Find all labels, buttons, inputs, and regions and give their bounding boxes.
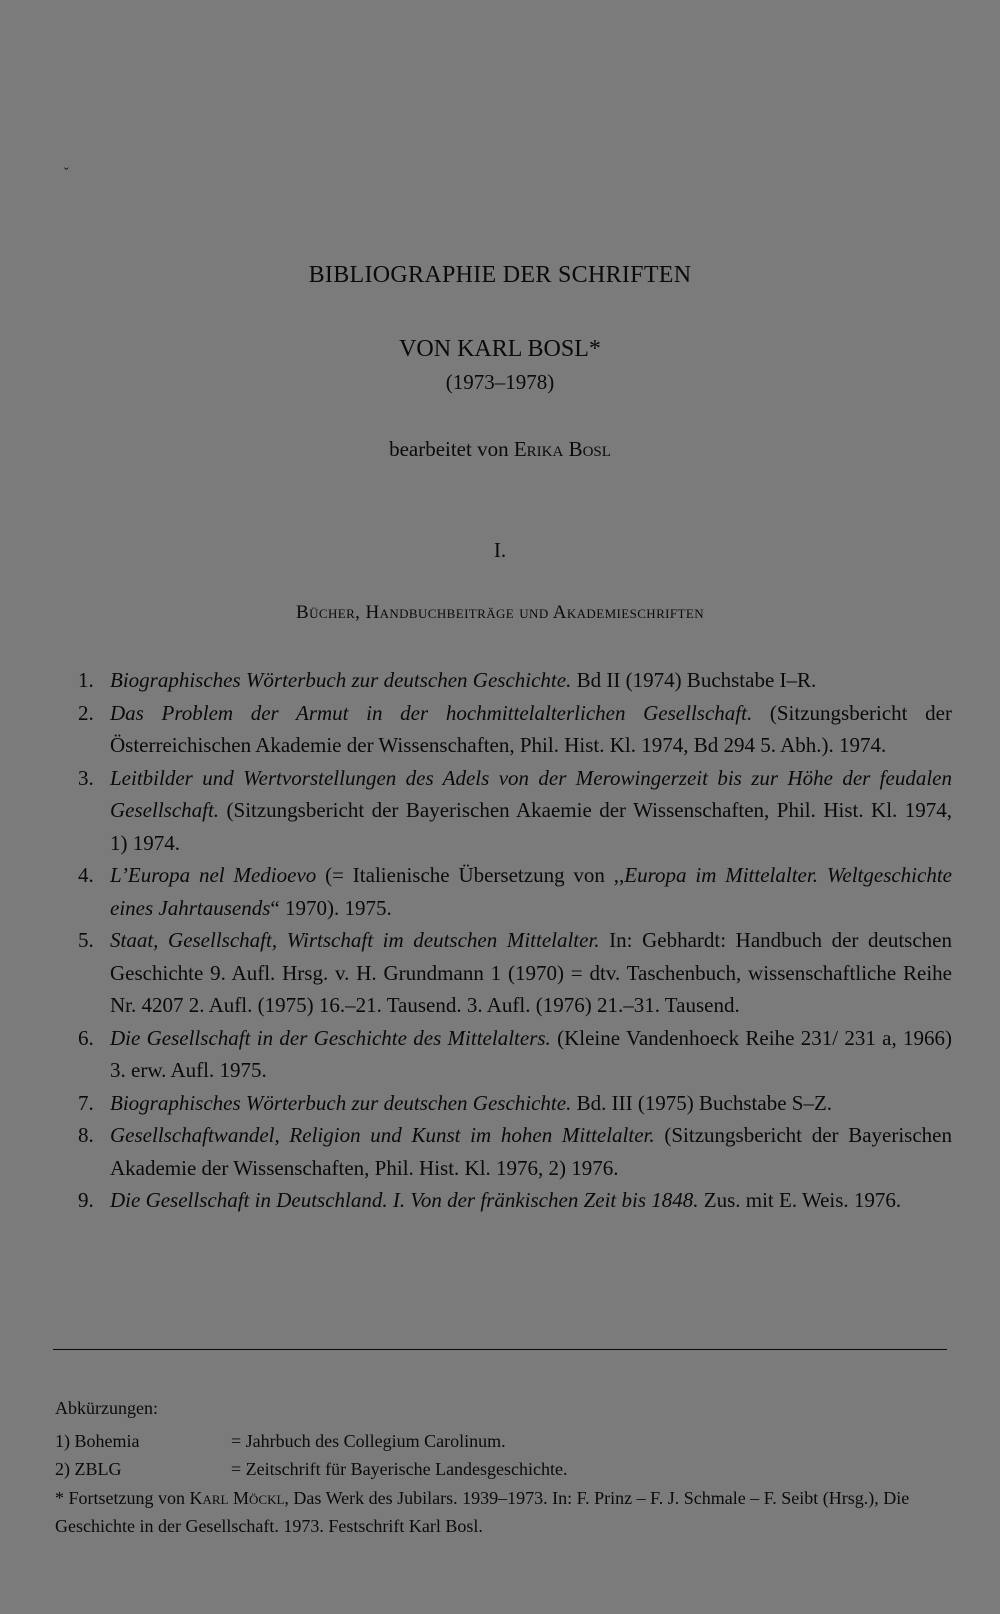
entry-title: L’Europa nel Medioevo xyxy=(110,863,317,887)
editor-prefix: bearbeitet von xyxy=(389,437,509,461)
abbreviation-value: = Zeitschrift für Bayerische Landesgeschichte. xyxy=(231,1459,568,1479)
entry-title: Die Gesellschaft in Deutschland. I. Von der fränkischen Zeit bis 1848. xyxy=(110,1188,699,1212)
bibliography-entry xyxy=(78,924,952,1022)
entry-number: 3. xyxy=(78,765,94,790)
scan-speck: ˇ xyxy=(64,166,69,181)
section-title: Bücher, Handbuchbeiträge und Akademieschriften xyxy=(296,602,704,623)
abbreviation-row xyxy=(55,1459,568,1480)
entry-title: Staat, Gesellschaft, Wirtschaft im deutschen Mittelalter. xyxy=(110,928,600,952)
entry-title: Gesellschaftwandel, Religion und Kunst im hohen Mittelalter. xyxy=(110,1123,655,1147)
footnote-prefix: * Fortsetzung von xyxy=(55,1488,185,1508)
footnote-text: , Das Werk des Jubilars. 1939–1973. In: F. Prinz – F. J. Schmale – F. Seibt (Hrsg.), Die Geschichte in der Gesellschaft. 1973. Festschrift Karl Bosl. xyxy=(55,1488,910,1536)
entry-details: (Sitzungsbericht der Bayerischen Akaemie der Wissenschaften, Phil. Hist. Kl. 1974, 1) 1974. xyxy=(110,798,952,855)
bibliography-entry xyxy=(78,859,952,924)
entry-title: Biographisches Wörterbuch zur deutschen Geschichte. xyxy=(110,1090,572,1115)
abbreviation-key: 1) Bohemia xyxy=(55,1431,140,1451)
entry-details-mid: (= Italienische Übersetzung von ,, xyxy=(316,863,625,887)
entry-number: 5. xyxy=(78,928,94,952)
bibliography-entry xyxy=(78,1022,952,1087)
entry-number: 1. xyxy=(78,668,94,692)
entry-number: 9. xyxy=(78,1188,94,1212)
abbreviation-key: 2) ZBLG xyxy=(55,1459,122,1479)
entry-details: Zus. mit E. Weis. 1976. xyxy=(698,1188,902,1212)
bibliography-entry xyxy=(78,1087,952,1120)
entry-details: “ 1970). 1975. xyxy=(270,895,392,920)
bibliography-entry xyxy=(78,664,952,697)
bibliography-entry xyxy=(78,762,952,860)
entry-details: Bd II (1974) Buchstabe I–R. xyxy=(571,668,817,692)
asterisk-footnote xyxy=(55,1484,949,1540)
entry-details: (Sitzungsbericht der Österreichischen Akademie der Wissenschaften, Phil. Hist. Kl. 1974, Bd 294 5. Abh.). 1974. xyxy=(110,700,952,757)
abbreviations-heading: Abkürzungen: xyxy=(55,1398,158,1418)
editor-name: Erika Bosl xyxy=(513,437,611,461)
footnote-author: Karl Möckl xyxy=(189,1488,285,1508)
entry-title: Leitbilder und Wertvorstellungen des Adels von der Merowingerzeit bis zur Höhe der feudalen Gesellschaft. xyxy=(110,765,952,822)
entry-title: Biographisches Wörterbuch zur deutschen Geschichte. xyxy=(110,668,572,692)
entry-details: Bd. III (1975) Buchstabe S–Z. xyxy=(571,1090,833,1115)
abbreviation-row xyxy=(55,1431,506,1452)
entry-details: (Sitzungsbericht der Bayerischen Akademie der Wissenschaften, Phil. Hist. Kl. 1976, 2) 1976. xyxy=(110,1123,952,1180)
bibliography-entry xyxy=(78,1119,952,1184)
entry-number: 6. xyxy=(78,1025,94,1050)
entry-title: Die Gesellschaft in der Geschichte des Mittelalters. xyxy=(110,1025,551,1050)
years-range: (1973–1978) xyxy=(445,370,555,394)
section-number: I. xyxy=(493,538,507,562)
bibliography-entry xyxy=(78,697,952,762)
entry-number: 8. xyxy=(78,1123,94,1147)
entry-title: Das Problem der Armut in der hochmittelalterlichen Gesellschaft. xyxy=(110,700,753,725)
entry-details: In: Gebhardt: Handbuch der deutschen Geschichte 9. Aufl. Hrsg. v. H. Grundmann 1 (1970) = dtv. Taschenbuch, wissenschaftliche Reihe Nr. 4207 2. Aufl. (1975) 16.–21. Tausend. 3. Aufl. (1976) 21.–31. Tausend. xyxy=(110,928,952,1017)
footnote-divider xyxy=(53,1349,947,1350)
bibliography-list xyxy=(78,664,952,1217)
title-line-2: VON KARL BOSL* xyxy=(399,336,601,362)
entry-number: 2. xyxy=(78,700,94,725)
title-line-1: BIBLIOGRAPHIE DER SCHRIFTEN xyxy=(308,262,692,288)
entry-number: 7. xyxy=(78,1090,94,1115)
entry-details: (Kleine Vandenhoeck Reihe 231/ 231 a, 1966) 3. erw. Aufl. 1975. xyxy=(110,1025,953,1082)
entry-number: 4. xyxy=(78,863,94,887)
bibliography-entry xyxy=(78,1184,952,1217)
editor-line xyxy=(0,437,1000,462)
entry-title-original: Europa im Mittelalter. Weltgeschichte eines Jahrtausends xyxy=(110,863,952,920)
abbreviation-value: = Jahrbuch des Collegium Carolinum. xyxy=(231,1431,506,1451)
